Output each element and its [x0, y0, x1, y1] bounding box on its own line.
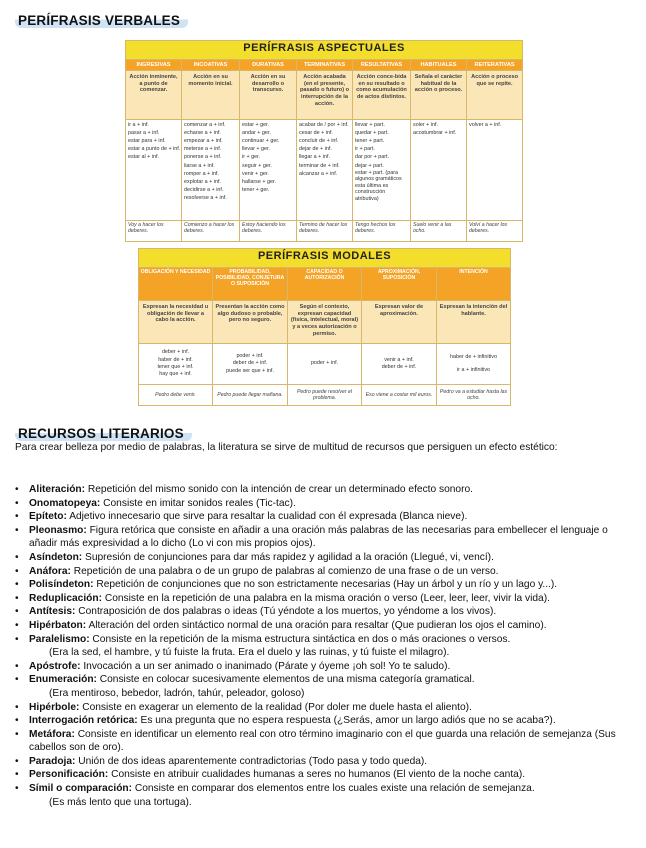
aspectual-example: estar + ger.: [242, 122, 270, 128]
aspectual-example: ir + ger.: [242, 154, 261, 161]
aspectual-example: venir + ger.: [242, 170, 269, 177]
recurso-term: Metáfora:: [29, 728, 75, 740]
aspectual-header: INGRESIVAS: [126, 60, 182, 71]
recurso-definition: Alteración del orden sintáctico normal de una oración para resaltar (Que pudieran los ojos el camino).: [86, 619, 547, 631]
aspectual-example: andar + ger.: [242, 130, 271, 137]
bullet-icon: •: [15, 592, 19, 604]
aspectual-example: cesar de + inf.: [299, 130, 334, 137]
aspectual-example: ir a + inf.: [128, 122, 149, 128]
recurso-item: [15, 782, 630, 809]
modal-example: tener que + inf.: [157, 364, 194, 370]
modal-example: haber de + inf.: [158, 356, 193, 363]
bullet-icon: •: [15, 674, 19, 686]
modal-example: hay que + inf.: [159, 371, 192, 378]
aspectual-description: Señala el carácter habitual de la acción o proceso.: [411, 71, 467, 120]
aspectual-example: acabar de / por + inf.: [299, 122, 349, 128]
aspectual-examples: [297, 120, 353, 221]
recurso-definition: Figura retórica que consiste en añadir a una oración más palabras de las necesarias para embellecer el lenguaje o añadir más expresividad a lo dicho (Lo vi con mis propios ojos).: [29, 524, 608, 550]
recurso-term: Paralelismo:: [29, 633, 90, 645]
aspectual-example: estar a punto de + inf.: [128, 146, 181, 153]
aspectuales-title: PERÍFRASIS ASPECTUALES: [126, 41, 523, 60]
modal-example: deber + inf.: [161, 349, 190, 356]
recurso-definition: Es una pregunta que no espera respuesta (¿Serás, amor un largo adiós que no se acaba?).: [137, 715, 556, 727]
recurso-item: [15, 565, 630, 579]
modal-examples: [437, 344, 511, 385]
recurso-item: [15, 497, 630, 511]
recurso-definition: Consiste en exagerar un elemento de la realidad (Por doler me duele hasta el aliento).: [79, 701, 472, 713]
aspectual-example: meterse a + inf.: [184, 146, 222, 153]
modal-examples: [288, 344, 362, 385]
modal-examples: [139, 344, 213, 385]
aspectual-example: resolverse a + inf.: [184, 194, 227, 201]
recurso-example: (Es más lento que una tortuga).: [49, 796, 192, 808]
aspectual-example: dejar de + inf.: [299, 146, 332, 153]
aspectual-example: echarse a + inf.: [184, 130, 222, 137]
recurso-definition: Repetición del mismo sonido con la intención de crear un determinado efecto sonoro.: [85, 484, 473, 495]
bullet-icon: •: [15, 606, 19, 618]
recurso-item: [15, 714, 630, 728]
recurso-item: [15, 578, 630, 592]
aspectual-example: continuar + ger.: [242, 138, 280, 145]
recurso-term: Enumeración:: [29, 674, 97, 686]
modal-description: Expresan la intención del hablante.: [437, 301, 511, 344]
aspectual-examples: [467, 120, 523, 221]
aspectual-example: llevar + part.: [355, 122, 385, 128]
modal-header: PROBABILIDAD, POSIBILIDAD, CONJETURA O SUPOSICIÓN: [213, 268, 288, 301]
modal-header: APROXIMACIÓN, SUPOSICIÓN: [362, 268, 437, 301]
aspectual-sentence: Voy a hacer los deberes.: [126, 221, 182, 242]
bullet-icon: •: [15, 728, 19, 740]
modal-example: poder + inf.: [236, 353, 264, 360]
aspectual-example: ir + part.: [355, 146, 375, 153]
recurso-definition: Unión de dos ideas aparentemente contradictorias (Todo pasa y todo queda).: [75, 755, 428, 767]
recurso-definition: Consiste en identificar un elemento real con otro término imaginario con el que guarda una relación de semejanza (Sus cabellos son de oro).: [29, 728, 616, 754]
recurso-term: Apóstrofe:: [29, 660, 81, 672]
aspectual-sentence: Volví a hacer los deberes.: [467, 221, 523, 242]
recurso-definition: Consiste en la repetición de una palabra en la misma oración o verso (Leer, leer, leer, vivir la vida).: [102, 592, 550, 604]
aspectual-example: estar + part. (para algunos gramáticos esta última es construcción atributiva): [355, 169, 402, 202]
recursos-intro: Para crear belleza por medio de palabras, la literatura se sirve de multitud de recursos que persiguen un efecto estético:: [15, 442, 558, 453]
aspectual-sentence: Suelo venir a las ocho.: [411, 221, 467, 242]
recurso-definition: Supresión de conjunciones para dar más rapidez y agilidad a la oración (Llegué, vi, vencí).: [82, 551, 494, 563]
recurso-definition: Invocación a un ser animado o inanimado (Párate y óyeme ¡oh sol! Yo te saludo).: [80, 660, 451, 672]
aspectual-examples: [126, 120, 182, 221]
bullet-icon: •: [15, 660, 19, 672]
section-title-perifrasis: PERÍFRASIS VERBALES: [15, 13, 188, 28]
modal-description: Expresan valor de aproximación.: [362, 301, 437, 344]
section-title-recursos: RECURSOS LITERARIOS: [15, 426, 192, 441]
recurso-term: Símil o comparación:: [29, 783, 133, 795]
modal-example: poder + inf.: [310, 360, 339, 367]
bullet-icon: •: [15, 783, 19, 795]
recurso-definition: Consiste en atribuir cualidades humanas a seres no humanos (El viento de la noche canta).: [108, 769, 526, 781]
recurso-definition: Consiste en comparar dos elementos entre los cuales existe una relación de semejanza.: [132, 783, 535, 795]
recurso-example: (Era la sed, el hambre, y tú fuiste la fruta. Era el duelo y las ruinas, y tú fuiste el milagro).: [49, 647, 450, 659]
recurso-definition: Adjetivo innecesario que sirve para resaltar la cualidad con él expresada (Blanca nieve).: [66, 511, 468, 523]
aspectual-example: liarse a + inf.: [184, 162, 215, 169]
perifrasis-modales-table: [138, 248, 511, 406]
recurso-term: Polisíndeton:: [29, 579, 94, 591]
bullet-icon: •: [15, 619, 19, 631]
aspectual-examples: [240, 120, 297, 221]
aspectual-sentence: Comienzo a hacer los deberes.: [182, 221, 240, 242]
recurso-item: [15, 768, 630, 782]
aspectual-header: HABITUALES: [411, 60, 467, 71]
bullet-icon: •: [15, 511, 19, 523]
modal-header: INTENCIÓN: [437, 268, 511, 301]
aspectual-examples: [182, 120, 240, 221]
recurso-example: (Era mentiroso, bebedor, ladrón, tahúr, peleador, goloso): [49, 687, 305, 699]
recurso-item: [15, 701, 630, 715]
aspectual-example: alcanzar a + inf.: [299, 170, 338, 177]
recursos-list: [15, 483, 630, 809]
aspectual-example: estar al + inf.: [128, 154, 160, 161]
aspectual-header: REITERATIVAS: [467, 60, 523, 71]
recurso-term: Aliteración:: [29, 484, 86, 495]
recurso-term: Hipérbaton:: [29, 619, 87, 631]
bullet-icon: •: [15, 524, 19, 536]
recurso-term: Hipérbole:: [29, 701, 80, 713]
aspectual-header: INCOATIVAS: [182, 60, 240, 71]
aspectual-example: tener + part.: [355, 138, 385, 145]
aspectual-sentence: Tengo hechos los deberes.: [353, 221, 411, 242]
aspectual-examples: [353, 120, 411, 221]
aspectual-header: RESULTATIVAS: [353, 60, 411, 71]
recurso-definition: Contraposición de dos palabras o ideas (Tú yéndote a los muertos, yo yéndome a los vivos).: [75, 606, 497, 618]
recurso-term: Personificación:: [29, 769, 109, 781]
aspectual-description: Acción acabada (en el presente, pasado o futuro) o interrupción de la acción.: [297, 71, 353, 120]
modal-example: deber de + inf.: [381, 364, 417, 370]
recurso-definition: Repetición de una palabra o de un grupo de palabras al comienzo de una frase o de un verso.: [70, 565, 499, 577]
modal-sentence: Pedro puede llegar mañana.: [213, 385, 288, 406]
aspectual-example: soler + inf.: [413, 122, 439, 128]
recurso-term: Asíndeton:: [29, 551, 83, 563]
modales-title: PERÍFRASIS MODALES: [139, 249, 511, 268]
aspectual-header: TERMINATIVAS: [297, 60, 353, 71]
bullet-icon: •: [15, 484, 19, 495]
perifrasis-aspectuales-table: [125, 40, 523, 242]
modal-example: venir a + inf.: [384, 356, 414, 363]
aspectual-example: estar para + inf.: [128, 138, 166, 145]
recurso-term: Pleonasmo:: [29, 524, 87, 536]
aspectual-sentence: Estoy haciendo los deberes.: [240, 221, 297, 242]
aspectual-description: Acción inminente, a punto de comenzar.: [126, 71, 182, 120]
aspectual-example: volver a + inf.: [469, 122, 502, 128]
bullet-icon: •: [15, 633, 19, 645]
recurso-item: [15, 483, 630, 497]
aspectual-example: romper a + inf.: [184, 170, 219, 177]
modal-sentence: Pedro puede resolver el problema.: [288, 385, 362, 406]
modal-description: Expresan la necesidad u obligación de llevar a cabo la acción.: [139, 301, 213, 344]
modal-description: Presentan la acción como algo dudoso o probable, pero no seguro.: [213, 301, 288, 344]
aspectual-example: terminar de + inf.: [299, 162, 340, 169]
recurso-definition: Consiste en imitar sonidos reales (Tic-tac).: [100, 497, 296, 509]
recurso-item: [15, 592, 630, 606]
aspectual-description: Acción o proceso que se repite.: [467, 71, 523, 120]
modal-description: Según el contexto, expresan capacidad (física, intelectual, moral) y a veces autorización o permiso.: [288, 301, 362, 344]
modal-header: OBLIGACIÓN Y NECESIDAD: [139, 268, 213, 301]
recurso-term: Onomatopeya:: [29, 497, 101, 509]
bullet-icon: •: [15, 769, 19, 781]
recurso-item: [15, 755, 630, 769]
bullet-icon: •: [15, 565, 19, 577]
modal-example: puede ser que + inf.: [226, 367, 274, 374]
recurso-item: [15, 660, 630, 674]
modal-example: ir a + infinitivo: [456, 367, 491, 373]
recurso-term: Antítesis:: [29, 606, 76, 618]
recurso-term: Anáfora:: [29, 565, 71, 577]
modal-examples: [213, 344, 288, 385]
aspectual-example: dar por + part.: [355, 154, 390, 161]
aspectual-example: decidirse a + inf.: [184, 186, 224, 193]
modal-examples: [362, 344, 437, 385]
aspectual-example: llevar + ger.: [242, 146, 271, 153]
recurso-item: [15, 510, 630, 524]
aspectual-example: llegar a + inf.: [299, 154, 331, 161]
bullet-icon: •: [15, 551, 19, 563]
aspectual-sentence: Termino de hacer los deberes.: [297, 221, 353, 242]
recurso-item: [15, 619, 630, 633]
modal-example: deber de + inf.: [232, 360, 268, 367]
recurso-item: [15, 605, 630, 619]
bullet-icon: •: [15, 701, 19, 713]
aspectual-example: empezar a + inf.: [184, 138, 223, 145]
bullet-icon: •: [15, 715, 19, 727]
aspectual-example: explotar a + inf.: [184, 178, 222, 185]
bullet-icon: •: [15, 755, 19, 767]
recurso-definition: Repetición de conjunciones que no son estrictamente necesarias (Hay un árbol y un río y un lago y...).: [93, 579, 558, 591]
bullet-icon: •: [15, 497, 19, 509]
modal-sentence: Eso viene a costar mil euros.: [362, 385, 437, 406]
aspectual-example: pasar a + inf.: [128, 130, 160, 137]
aspectual-example: ponerse a + inf.: [184, 154, 222, 161]
aspectual-example: dejar + part.: [355, 162, 384, 169]
recurso-term: Epíteto:: [29, 511, 67, 523]
recurso-item: [15, 633, 630, 660]
modal-example: haber de + infinitivo: [450, 353, 497, 360]
aspectual-example: acostumbrar + inf.: [413, 130, 457, 137]
recurso-term: Interrogación retórica:: [29, 715, 138, 727]
recurso-definition: Consiste en colocar sucesivamente elementos de una misma categoría gramatical.: [96, 674, 475, 686]
aspectual-header: DURATIVAS: [240, 60, 297, 71]
aspectual-example: tener + ger.: [242, 186, 270, 193]
aspectual-examples: [411, 120, 467, 221]
recurso-term: Paradoja:: [29, 755, 76, 767]
aspectual-example: concluir de + inf.: [299, 138, 339, 145]
modal-sentence: Pedro va a estudiar hasta las ocho.: [437, 385, 511, 406]
aspectual-example: comenzar a + inf.: [184, 122, 226, 128]
aspectual-description: Acción en su desarrollo o transcurso.: [240, 71, 297, 120]
recurso-item: [15, 524, 630, 551]
recurso-item: [15, 673, 630, 700]
aspectual-example: seguir + ger.: [242, 162, 272, 169]
modal-sentence: Pedro debe venir.: [139, 385, 213, 406]
aspectual-example: quedar + part.: [355, 130, 389, 137]
aspectual-description: Acción en su momento inicial.: [182, 71, 240, 120]
recurso-item: [15, 551, 630, 565]
aspectual-example: hallarse + ger.: [242, 178, 277, 185]
recurso-item: [15, 728, 630, 755]
bullet-icon: •: [15, 579, 19, 591]
recurso-definition: Consiste en la repetición de la misma estructura sintáctica en dos o más oraciones o versos.: [89, 633, 511, 645]
aspectual-description: Acción conce-bida en su resultado o como acumulación de actos distintos.: [353, 71, 411, 120]
modal-header: CAPACIDAD O AUTORIZACIÓN: [288, 268, 362, 301]
recurso-term: Reduplicación:: [29, 592, 103, 604]
